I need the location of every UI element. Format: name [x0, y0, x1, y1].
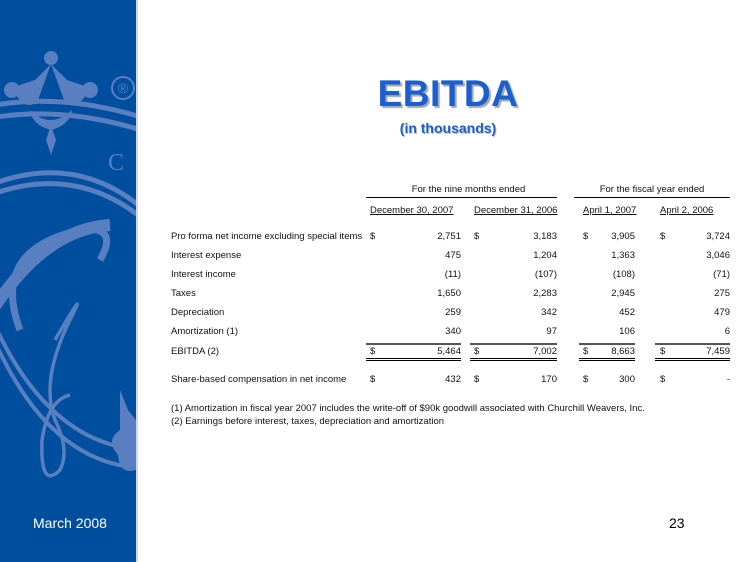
column-header-dec-30-2007: December 30, 2007 [370, 205, 454, 216]
column-header-dec-31-2006: December 31, 2006 [474, 205, 558, 216]
dollar-sign: $ [660, 346, 666, 357]
column-header-apr-2-2006: April 2, 2006 [660, 205, 714, 216]
table-cell-value: 340 [445, 326, 461, 337]
column-header-apr-1-2007: April 1, 2007 [583, 205, 637, 216]
dollar-sign: $ [474, 374, 480, 385]
page-number: 23 [669, 515, 685, 531]
total-rule-double [579, 358, 635, 361]
total-rule-top [655, 343, 730, 345]
total-rule-double [470, 358, 557, 361]
table-cell-value: 2,283 [533, 288, 557, 299]
table-cell-value: (11) [444, 269, 461, 280]
total-rule-top [366, 343, 461, 345]
total-rule-double [366, 358, 461, 361]
dollar-sign: $ [370, 374, 376, 385]
row-label: Taxes [171, 288, 196, 299]
dollar-sign: $ [583, 374, 589, 385]
row-label: Share-based compensation in net income [171, 374, 347, 385]
total-rule-double [655, 358, 730, 361]
dollar-sign: $ [660, 374, 666, 385]
slide-subtitle: (in thousands) [399, 120, 497, 136]
group-header-rule [366, 197, 557, 198]
table-cell-value: - [726, 374, 730, 385]
table-cell-value: 3,905 [611, 231, 635, 242]
group-header-nine-months: For the nine months ended [411, 184, 526, 195]
table-cell-value: (71) [713, 269, 730, 280]
logo-letter: C [108, 150, 125, 176]
table-cell-value: (107) [534, 269, 557, 280]
table-cell-value: 6 [724, 326, 730, 337]
table-cell-value: 3,046 [706, 250, 730, 261]
total-rule-top [579, 343, 635, 345]
table-cell-value: 479 [714, 307, 730, 318]
title-block [0, 72, 750, 136]
table-cell-value: 8,663 [611, 346, 635, 357]
table-cell-value: (108) [612, 269, 635, 280]
dollar-sign: $ [583, 231, 589, 242]
row-label: Amortization (1) [171, 326, 239, 337]
table-cell-value: 106 [619, 326, 635, 337]
registered-mark: ® [117, 80, 129, 96]
dollar-sign: $ [583, 346, 589, 357]
total-rule-top [470, 343, 557, 345]
slide-title: EBITDA [377, 73, 519, 114]
dollar-sign: $ [474, 231, 480, 242]
table-cell-value: 7,459 [706, 346, 730, 357]
table-cell-value: 275 [714, 288, 730, 299]
dollar-sign: $ [370, 231, 376, 242]
table-cell-value: 452 [619, 307, 635, 318]
table-cell-value: 2,945 [611, 288, 635, 299]
table-cell-value: 3,183 [533, 231, 557, 242]
table-cell-value: 7,002 [533, 346, 557, 357]
table-cell-value: 259 [445, 307, 461, 318]
row-label: Interest income [171, 269, 236, 280]
dollar-sign: $ [660, 231, 666, 242]
group-header-rule [574, 197, 730, 198]
footnote-1: (1) Amortization in fiscal year 2007 includes the write-off of $90k goodwill associated with Churchill Weavers, Inc. [171, 403, 645, 414]
table-cell-value: 342 [541, 307, 557, 318]
dollar-sign: $ [474, 346, 480, 357]
row-label: Depreciation [171, 307, 225, 318]
table-cell-value: 170 [541, 374, 557, 385]
table-cell-value: 2,751 [437, 231, 461, 242]
table-cell-value: 5,464 [437, 346, 461, 357]
footnote-2: (2) Earnings before interest, taxes, depreciation and amortization [171, 416, 445, 427]
table-cell-value: 3,724 [706, 231, 730, 242]
table-cell-value: 475 [445, 250, 461, 261]
row-label: Interest expense [171, 250, 242, 261]
table-cell-value: 1,363 [611, 250, 635, 261]
dollar-sign: $ [370, 346, 376, 357]
row-label: Pro forma net income excluding special items [171, 231, 363, 242]
table-cell-value: 432 [445, 374, 461, 385]
row-label: EBITDA (2) [171, 346, 220, 357]
group-header-fiscal-year: For the fiscal year ended [599, 184, 705, 195]
table-cell-value: 97 [546, 326, 557, 337]
presentation-date: March 2008 [33, 515, 107, 531]
table-cell-value: 300 [619, 374, 635, 385]
table-cell-value: 1,650 [437, 288, 461, 299]
table-cell-value: 1,204 [533, 250, 557, 261]
